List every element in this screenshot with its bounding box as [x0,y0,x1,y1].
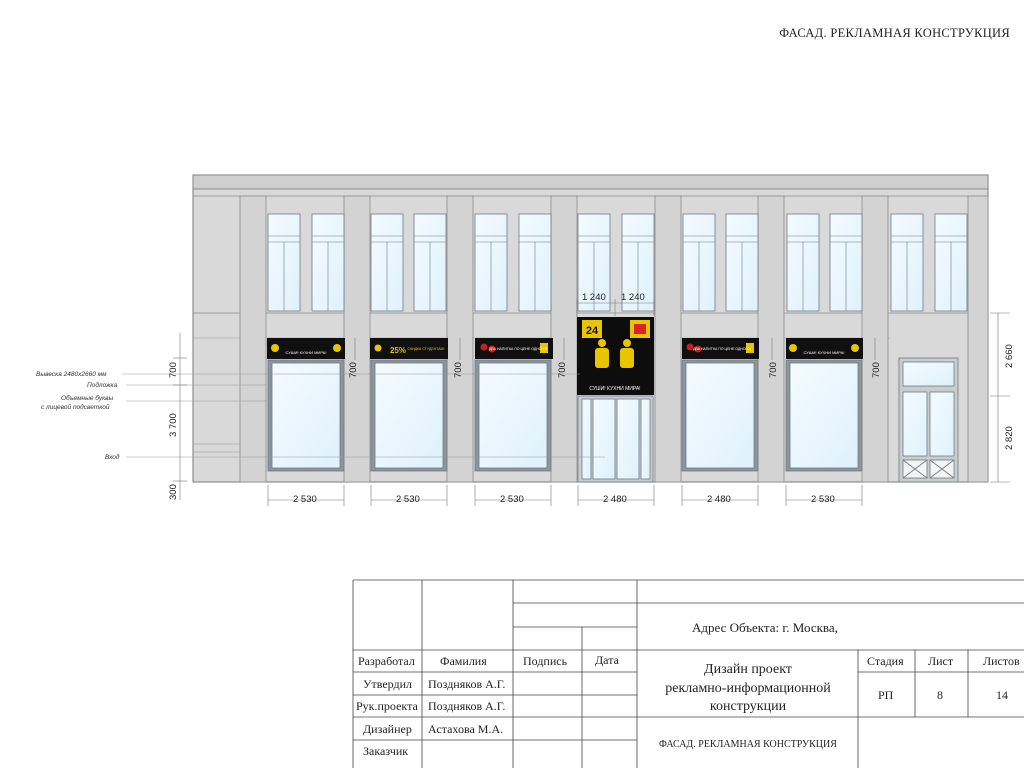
sheet-title: ФАСАД. РЕКЛАМНАЯ КОНСТРУКЦИЯ [779,26,1010,40]
main-sign-text: СУШИ! КУХНИ МИРА! [589,386,641,392]
dim-bottom-5: 2 480 [707,494,731,505]
strip-text-2: СУШИ! КУХНИ МИРА! [803,350,845,355]
tb-approved-name: Поздняков А.Г. [428,677,506,691]
right-door [899,358,958,482]
dim-bottom-6: 2 530 [811,494,835,505]
tb-sheet-name: ФАСАД. РЕКЛАМНАЯ КОНСТРУКЦИЯ [659,739,837,750]
entrance-door [578,396,653,482]
tb-developer: Разработал [358,654,415,668]
tb-project-2: рекламно-информационной [665,681,831,696]
tb-sheets: 14 [996,688,1008,702]
tb-project-3: конструкции [709,699,787,714]
discount-sub: СКИДКА СТУДЕНТАМ! [407,347,445,351]
label-letters-1: Объемные буквы [61,395,114,402]
tb-sheet: 8 [937,688,943,702]
dim-700-left: 700 [168,362,179,378]
dim-700-e: 700 [871,362,882,378]
main-sign [577,317,654,395]
dim-2660: 2 660 [1004,344,1015,368]
dim-700-a: 700 [348,362,359,378]
tb-approved: Утвердил [363,677,413,691]
label-backing: Подложка [87,382,118,389]
dim-top-b: 1 240 [621,292,645,303]
tb-customer: Заказчик [363,744,409,758]
tb-sheets-label: Листов [983,654,1020,668]
label-entrance: Вход [105,454,120,461]
tb-project-1: Дизайн проект [704,662,792,677]
dim-3700: 3 700 [168,413,179,437]
dim-bottom-1: 2 530 [293,494,317,505]
label-sign: Вывеска 2480х2660 мм [36,371,107,378]
tb-date: Дата [595,653,619,667]
tb-designer: Дизайнер [363,722,412,736]
badge-24: 24 [585,325,599,337]
tb-sheet-label: Лист [928,654,954,668]
tb-stage: РП [878,688,894,702]
tb-signature: Подпись [523,654,568,668]
discount-text: 25% [389,346,407,355]
dim-300: 300 [168,484,179,500]
label-letters-2: с лицевой подсветкой [41,404,110,411]
dim-top-a: 1 240 [582,292,606,303]
offer-text-2: ДВА НАПИТКА ПО ЦЕНЕ ОДНОГО! [693,347,751,351]
tb-head-name: Поздняков А.Г. [428,699,506,713]
tb-designer-name: Астахова М.А. [428,722,504,736]
strip-text-1: СУШИ! КУХНИ МИРА! [285,350,327,355]
tb-stage-label: Стадия [867,654,904,668]
dim-2820: 2 820 [1004,426,1015,450]
dim-bottom-4: 2 480 [603,494,627,505]
dim-bottom-2: 2 530 [396,494,420,505]
dim-700-d: 700 [768,362,779,378]
offer-text-1: ДВА НАПИТКА ПО ЦЕНЕ ОДНОГО! [489,347,547,351]
dim-bottom-3: 2 530 [500,494,524,505]
dim-700-b: 700 [453,362,464,378]
tb-address: Адрес Объекта: г. Москва, [692,620,838,635]
tb-surname: Фамилия [440,654,487,668]
dim-700-c: 700 [557,362,568,378]
tb-head: Рук.проекта [356,699,418,713]
